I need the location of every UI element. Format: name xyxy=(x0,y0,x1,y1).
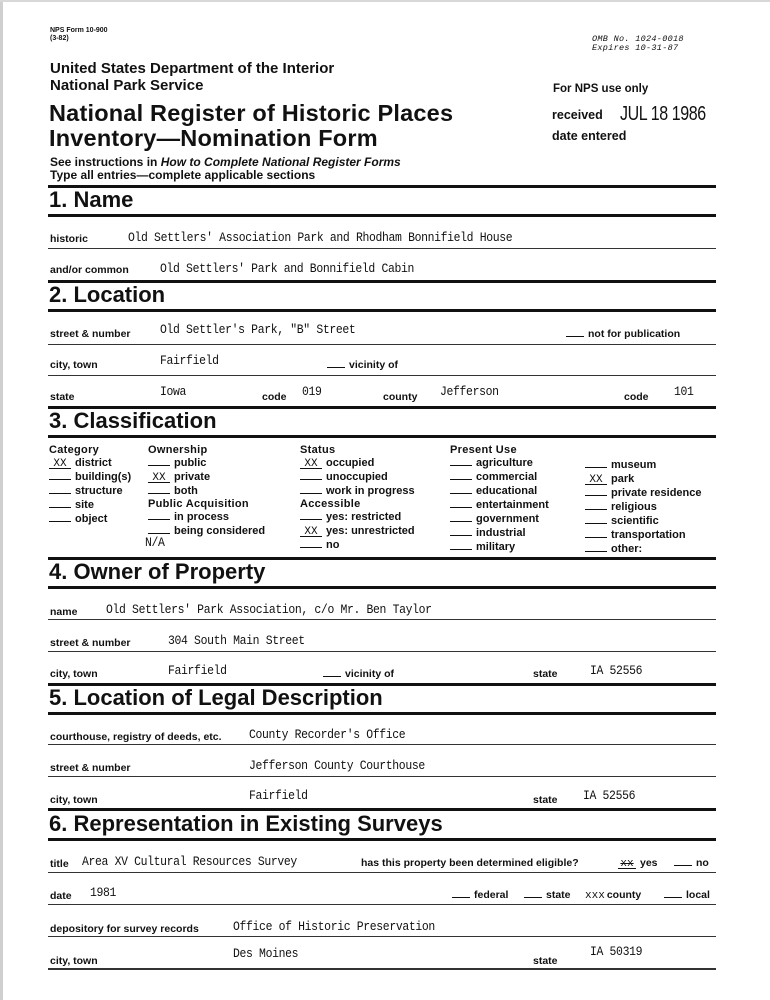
section-6-heading: 6. Representation in Existing Surveys xyxy=(49,811,443,836)
option-label: yes xyxy=(640,857,658,869)
nps-use-heading: For NPS use only xyxy=(553,83,649,95)
section-3-heading: 3. Classification xyxy=(49,408,217,433)
option-label: yes: unrestricted xyxy=(326,525,415,537)
level-county-option[interactable] xyxy=(585,889,641,902)
status-occupied[interactable] xyxy=(300,456,415,470)
page-edge xyxy=(0,0,3,1000)
checkbox-blank xyxy=(323,668,341,677)
option-label: industrial xyxy=(476,527,526,539)
legal-street-field[interactable]: Jefferson County Courthouse xyxy=(249,758,425,773)
status-unoccupied[interactable] xyxy=(300,470,415,484)
acquisition-being-considered[interactable] xyxy=(148,524,265,538)
vicinity-option[interactable] xyxy=(327,359,398,371)
checkbox-blank xyxy=(524,889,542,898)
courthouse-label: courthouse, registry of deeds, etc. xyxy=(50,731,222,743)
checkbox-mark xyxy=(49,499,71,508)
option-label: park xyxy=(611,473,635,485)
field-underline xyxy=(48,872,716,873)
checkbox-mark xyxy=(300,471,322,480)
option-label: no xyxy=(696,857,709,869)
historic-name-field[interactable]: Old Settlers' Association Park and Rhodham Bonnifield House xyxy=(128,230,513,245)
checkbox-mark xyxy=(585,515,607,524)
checkbox-blank xyxy=(566,328,584,337)
section-4-heading: 4. Owner of Property xyxy=(49,559,266,584)
legal-city-label: city, town xyxy=(50,794,98,806)
option-label: entertainment xyxy=(476,499,549,511)
accessible-heading: Accessible xyxy=(300,498,361,510)
use-entertainment[interactable] xyxy=(450,498,549,512)
legal-city-field[interactable]: Fairfield xyxy=(249,788,308,803)
option-label: military xyxy=(476,541,516,553)
option-label: structure xyxy=(75,485,123,497)
checkbox-blank xyxy=(674,857,692,866)
divider xyxy=(48,712,716,715)
county-code-field[interactable]: 101 xyxy=(674,384,694,399)
option-label: educational xyxy=(476,485,538,497)
checkbox-mark: XX xyxy=(49,460,71,469)
public-acquisition-heading: Public Acquisition xyxy=(148,498,249,510)
field-underline xyxy=(48,744,716,745)
owner-name-field[interactable]: Old Settlers' Park Association, c/o Mr. Ben Taylor xyxy=(106,602,432,617)
divider xyxy=(48,838,716,841)
depository-city-label: city, town xyxy=(50,955,98,967)
owner-city-field[interactable]: Fairfield xyxy=(168,663,227,678)
checkbox-mark xyxy=(148,457,170,466)
state-code-field[interactable]: 019 xyxy=(302,384,322,399)
field-underline xyxy=(48,248,716,249)
option-label: other: xyxy=(611,543,643,555)
checkbox-mark xyxy=(450,499,472,508)
option-label: object xyxy=(75,513,108,525)
option-label: religious xyxy=(611,501,657,513)
common-name-field[interactable]: Old Settlers' Park and Bonnifield Cabin xyxy=(160,261,415,276)
field-underline xyxy=(48,619,716,620)
use-commercial[interactable] xyxy=(450,470,549,484)
form-revision: (3-82) xyxy=(50,35,69,42)
checkbox-mark xyxy=(148,525,170,534)
option-label: in process xyxy=(174,511,230,523)
level-local-option[interactable] xyxy=(664,889,710,901)
checkbox-mark xyxy=(585,529,607,538)
accessible-no[interactable] xyxy=(300,538,415,552)
courthouse-field[interactable]: County Recorder's Office xyxy=(249,727,406,742)
accessible-unrestricted[interactable] xyxy=(300,524,415,538)
divider xyxy=(48,185,716,188)
state-code-label: code xyxy=(262,391,287,403)
legal-state-field[interactable]: IA 52556 xyxy=(583,788,636,803)
option-label: federal xyxy=(474,889,509,901)
section-2-heading: 2. Location xyxy=(49,282,166,307)
checkbox-mark xyxy=(49,485,71,494)
field-underline xyxy=(48,651,716,652)
not-for-publication-label: not for publication xyxy=(588,328,681,340)
depository-city-field[interactable]: Des Moines xyxy=(233,946,299,961)
present-use-heading: Present Use xyxy=(450,444,517,456)
owner-street-label: street & number xyxy=(50,637,131,649)
date-entered-label: date entered xyxy=(552,129,627,143)
checkbox-mark xyxy=(585,501,607,510)
option-label: state xyxy=(546,889,571,901)
checkbox-blank xyxy=(664,889,682,898)
checkbox-mark xyxy=(49,471,71,480)
use-agriculture[interactable] xyxy=(450,456,549,470)
checkbox-mark xyxy=(300,485,322,494)
checkbox-mark: XX xyxy=(148,474,170,483)
checkbox-mark: XX xyxy=(300,528,322,537)
option-label: unoccupied xyxy=(326,471,388,483)
present-use-group-col2 xyxy=(585,458,702,556)
checkbox-mark xyxy=(148,485,170,494)
use-religious[interactable] xyxy=(585,500,702,514)
category-site[interactable] xyxy=(49,498,131,512)
eligible-no-option[interactable] xyxy=(674,857,709,869)
instructions-line2: Type all entries—complete applicable sections xyxy=(50,168,316,182)
owner-name-label: name xyxy=(50,606,78,618)
option-label: agriculture xyxy=(476,457,533,469)
option-label: building(s) xyxy=(75,471,132,483)
survey-date-label: date xyxy=(50,890,72,902)
divider xyxy=(48,435,716,438)
option-label: scientific xyxy=(611,515,659,527)
depository-state-label: state xyxy=(533,955,558,967)
county-label: county xyxy=(383,391,418,403)
option-label: both xyxy=(174,485,198,497)
option-label: county xyxy=(606,889,642,901)
category-heading: Category xyxy=(49,444,100,456)
checkbox-blank xyxy=(452,889,470,898)
owner-state-label: state xyxy=(533,668,558,680)
checkbox-mark: XX xyxy=(300,460,322,469)
checkbox-mark: xxx xyxy=(585,890,605,902)
vicinity-label: vicinity of xyxy=(349,359,399,371)
level-state-option[interactable] xyxy=(524,889,571,901)
location-state-field[interactable]: Iowa xyxy=(160,384,187,399)
option-label: local xyxy=(686,889,710,901)
acquisition-in-process[interactable] xyxy=(148,510,265,524)
county-field[interactable]: Jefferson xyxy=(440,384,499,399)
level-federal-option[interactable] xyxy=(452,889,508,901)
depository-label: depository for survey records xyxy=(50,923,199,935)
accessible-restricted[interactable] xyxy=(300,510,415,524)
vicinity-label: vicinity of xyxy=(345,668,395,680)
use-government[interactable] xyxy=(450,512,549,526)
field-underline xyxy=(48,344,716,345)
omb-number: OMB No. 1024-0018 xyxy=(592,34,684,44)
option-label: private xyxy=(174,471,211,483)
street-label: street & number xyxy=(50,328,131,340)
divider xyxy=(48,586,716,589)
use-industrial[interactable] xyxy=(450,526,549,540)
instructions-prefix: See instructions in xyxy=(50,155,161,169)
category-structure[interactable] xyxy=(49,484,131,498)
category-group xyxy=(49,444,131,526)
option-label: district xyxy=(75,457,112,469)
ownership-public[interactable] xyxy=(148,456,265,470)
checkbox-mark xyxy=(450,513,472,522)
option-label: government xyxy=(476,513,539,525)
option-label: yes: restricted xyxy=(326,511,402,523)
ownership-both[interactable] xyxy=(148,484,265,498)
historic-label: historic xyxy=(50,233,88,245)
checkbox-mark xyxy=(450,527,472,536)
field-underline xyxy=(48,936,716,937)
use-other[interactable] xyxy=(585,542,702,556)
eligible-yes-option[interactable] xyxy=(618,857,658,869)
eligible-question: has this property been determined eligible? xyxy=(361,857,579,869)
page-top-edge xyxy=(0,0,770,2)
survey-date-field[interactable]: 1981 xyxy=(90,885,117,900)
checkbox-mark xyxy=(450,457,472,466)
section-1-heading: 1. Name xyxy=(49,187,134,212)
use-educational[interactable] xyxy=(450,484,549,498)
checkbox-mark xyxy=(585,543,607,552)
checkbox-mark: XX xyxy=(585,476,607,485)
checkbox-mark xyxy=(450,541,472,550)
service-name: National Park Service xyxy=(50,77,204,94)
received-date-stamp: JUL 18 1986 xyxy=(620,103,706,125)
county-code-label: code xyxy=(624,391,649,403)
option-label: occupied xyxy=(326,457,375,469)
category-buildings[interactable] xyxy=(49,470,131,484)
category-object[interactable] xyxy=(49,512,131,526)
acquisition-note: N/A xyxy=(145,535,165,550)
instructions-link-text: How to Complete National Register Forms xyxy=(160,155,401,169)
status-heading: Status xyxy=(300,444,336,456)
use-museum[interactable] xyxy=(585,458,702,472)
option-label: no xyxy=(326,539,340,551)
use-military[interactable] xyxy=(450,540,549,554)
option-label: public xyxy=(174,457,207,469)
option-label: site xyxy=(75,499,94,511)
survey-title-label: title xyxy=(50,858,69,870)
depository-state-field[interactable]: IA 50319 xyxy=(590,944,643,959)
omb-expires: Expires 10-31-87 xyxy=(592,43,679,53)
received-label: received xyxy=(552,108,603,122)
use-transportation[interactable] xyxy=(585,528,702,542)
form-title-line1: National Register of Historic Places xyxy=(49,100,454,126)
field-underline xyxy=(48,904,716,905)
ownership-private[interactable] xyxy=(148,470,265,484)
checkbox-mark xyxy=(148,511,170,520)
legal-state-label: state xyxy=(533,794,558,806)
use-private-residence[interactable] xyxy=(585,486,702,500)
checkbox-mark xyxy=(49,513,71,522)
option-label: being considered xyxy=(174,525,266,537)
checkbox-mark xyxy=(450,471,472,480)
field-underline xyxy=(48,375,716,376)
option-label: commercial xyxy=(476,471,538,483)
field-underline xyxy=(48,968,716,970)
checkbox-mark xyxy=(450,485,472,494)
use-scientific[interactable] xyxy=(585,514,702,528)
ownership-group xyxy=(148,444,265,538)
location-city-field[interactable]: Fairfield xyxy=(160,353,219,368)
category-district[interactable] xyxy=(49,456,131,470)
city-label: city, town xyxy=(50,359,98,371)
form-number: NPS Form 10-900 xyxy=(50,27,108,34)
option-label: museum xyxy=(611,459,657,471)
location-street-field[interactable]: Old Settler's Park, "B" Street xyxy=(160,322,356,337)
state-label: state xyxy=(50,391,75,403)
divider xyxy=(48,214,716,217)
depository-field[interactable]: Office of Historic Preservation xyxy=(233,919,435,934)
form-title-line2: Inventory—Nomination Form xyxy=(49,125,378,151)
not-for-publication-option[interactable] xyxy=(566,328,680,340)
owner-street-field[interactable]: 304 South Main Street xyxy=(168,633,305,648)
legal-street-label: street & number xyxy=(50,762,131,774)
owner-city-label: city, town xyxy=(50,668,98,680)
status-work-in-progress[interactable] xyxy=(300,484,415,498)
checkbox-mark xyxy=(585,459,607,468)
status-group xyxy=(300,444,415,552)
owner-vicinity-option[interactable] xyxy=(323,668,394,680)
checkbox-mark xyxy=(585,487,607,496)
option-label: work in progress xyxy=(326,485,415,497)
ownership-heading: Ownership xyxy=(148,444,208,456)
checkbox-mark: xx xyxy=(618,860,636,869)
present-use-group-col1 xyxy=(450,444,549,554)
divider xyxy=(48,309,716,312)
use-park[interactable] xyxy=(585,472,702,486)
option-label: transportation xyxy=(611,529,686,541)
department-name: United States Department of the Interior xyxy=(50,60,335,77)
section-5-heading: 5. Location of Legal Description xyxy=(49,685,383,710)
owner-state-field[interactable]: IA 52556 xyxy=(590,663,643,678)
survey-title-field[interactable]: Area XV Cultural Resources Survey xyxy=(82,854,297,869)
instructions-line1 xyxy=(50,155,401,169)
field-underline xyxy=(48,776,716,777)
common-name-label: and/or common xyxy=(50,264,129,276)
option-label: private residence xyxy=(611,487,702,499)
checkbox-mark xyxy=(300,511,322,520)
checkbox-blank xyxy=(327,359,345,368)
checkbox-mark xyxy=(300,539,322,548)
